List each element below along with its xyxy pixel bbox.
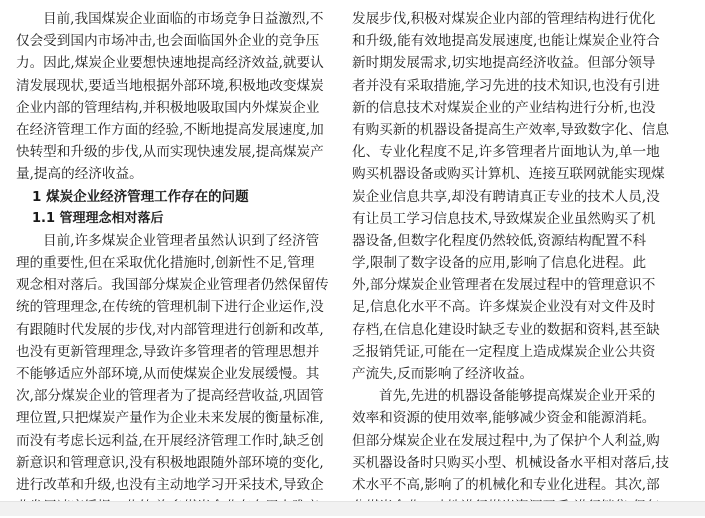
- paragraph-line: 者并没有采取措施,学习先进的技术知识,也没有引进: [352, 77, 660, 94]
- paragraph-line: 足,信息化水平不高。许多煤炭企业没有对文件及时: [352, 299, 656, 316]
- paragraph-line: 企业内部的管理结构,并积极地吸取国内外煤炭企业: [16, 99, 320, 116]
- paragraph-line: 学,限制了数字设备的应用,影响了信息化进程。此: [352, 255, 647, 272]
- paragraph-line: 不能够适应外部环境,从而使煤炭企业发展缓慢。其: [16, 366, 320, 382]
- paragraph-line: 量,提高的经济收益。: [16, 166, 143, 183]
- paragraph-line: 在经济管理工作方面的经验,不断地提高发展速度,加: [16, 121, 324, 138]
- paragraph-line: 理的重要性,但在采取优化措施时,创新性不足,管理: [16, 255, 315, 272]
- paragraph-line: 进行改革和升级,也没有主动地学习开采技术,导致企: [16, 476, 324, 493]
- right-column: [352, 8, 676, 518]
- paragraph-line: 新意识和管理意识,没有积极地跟随外部环境的变化,: [16, 454, 324, 471]
- paragraph-line: 力。因此,煤炭企业要想快速地提高经济效益,就要认: [16, 55, 324, 72]
- paragraph-line: 次,部分煤炭企业的管理者为了提高经营收益,巩固管: [16, 388, 324, 405]
- paragraph-line: 快转型和升级的步伐,从而实现快速发展,提高煤炭产: [16, 144, 324, 161]
- paragraph-line: 效率和资源的使用效率,能够减少资金和能源消耗。: [352, 410, 656, 427]
- paragraph-line: 存档,在信息化建设时缺乏专业的数据和资料,甚至缺: [352, 321, 660, 338]
- subsection-heading: 1.1 管理理念相对落后: [32, 210, 164, 226]
- paragraph-line: 但部分煤炭企业在发展过程中,为了保护个人利益,购: [352, 432, 660, 449]
- paragraph-line: 统的管理理念,在传统的管理机制下进行企业运作,没: [16, 299, 324, 316]
- paragraph-line: 首先,先进的机器设备能够提高煤炭企业开采的: [379, 388, 656, 405]
- paragraph-line: 和升级,能有效地提高发展速度,也能让煤炭企业符合: [352, 33, 660, 50]
- paragraph-line: 目前,许多煤炭企业管理者虽然认识到了经济管: [43, 232, 320, 249]
- paragraph-line: 产流失,反而影响了经济收益。: [352, 366, 534, 382]
- paragraph-line: 炭企业信息共享,却没有聘请真正专业的技术人员,没: [352, 188, 660, 205]
- paragraph-line: 新时期发展需求,切实地提高经济收益。但部分领导: [352, 55, 656, 72]
- paragraph-line: 术水平不高,影响了的机械化和专业化进程。其次,部: [352, 476, 660, 493]
- viewer-bottom-bar: [0, 501, 705, 516]
- paragraph-line: 仅会受到国内市场冲击,也会面临国外企业的竞争压: [16, 33, 320, 50]
- paragraph-line: 有跟随时代发展的步伐,对内部管理进行创新和改革,: [16, 321, 324, 338]
- paragraph-line: 乏报销凭证,可能在一定程度上造成煤炭企业公共资: [352, 343, 656, 360]
- paragraph-line: 发展步伐,积极对煤炭企业内部的管理结构进行优化: [352, 11, 656, 27]
- paragraph-line: 而没有考虑长远利益,在开展经济管理工作时,缺乏创: [16, 432, 324, 449]
- paragraph-line: 买机器设备时只购买小型、机械设备水平相对落后,技: [352, 454, 669, 471]
- paragraph-line: 有让员工学习信息技术,导致煤炭企业虽然购买了机: [352, 210, 656, 227]
- paragraph-line: 器设备,但数字化程度仍然较低,资源结构配置不科: [352, 232, 647, 249]
- paragraph-line: 购买机器设备或购买计算机、连接互联网就能实现煤: [352, 166, 665, 183]
- left-column: [16, 8, 334, 518]
- paragraph-line: 外,部分煤炭企业管理者在发展过程中的管理意识不: [352, 277, 656, 294]
- paragraph-line: 新的信息技术对煤炭企业的产业结构进行分析,也没: [352, 99, 656, 116]
- paragraph-line: 也没有更新管理理念,导致许多管理者的管理思想并: [16, 343, 320, 360]
- paragraph-line: 目前,我国煤炭企业面临的市场竞争日益激烈,不: [43, 11, 324, 27]
- section-heading: 1 煤炭企业经济管理工作存在的问题: [32, 188, 249, 205]
- paragraph-line: 理位置,只把煤炭产量作为企业未来发展的衡量标准,: [16, 410, 324, 427]
- paragraph-line: 观念相对落后。我国部分煤炭企业管理者仍然保留传: [16, 277, 329, 294]
- paragraph-line: 清发展现状,要适当地根据外部环境,积极地改变煤炭: [16, 77, 324, 94]
- paragraph-line: 有购买新的机器设备提高生产效率,导致数字化、信息: [352, 121, 669, 138]
- paragraph-line: 化、专业化程度不足,许多管理者片面地认为,单一地: [352, 144, 660, 161]
